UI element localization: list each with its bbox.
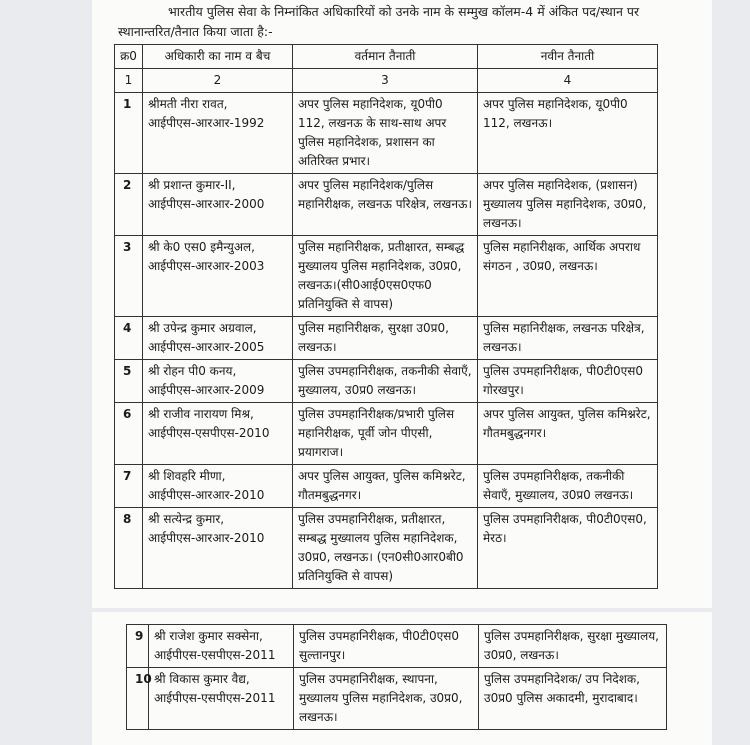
column-number: 1 (115, 69, 143, 93)
column-number: 2 (143, 69, 293, 93)
table-row (115, 465, 658, 508)
officer-name: श्री सत्येन्द्र कुमार, (148, 512, 225, 526)
table-row (127, 625, 667, 668)
column-number: 4 (478, 69, 658, 93)
new-posting: पुलिस उपमहानिरीक्षक, सुरक्षा मुख्यालय, उ0प्र0, लखनऊ। (479, 625, 667, 668)
officer-batch: आईपीएस-आरआर-2000 (148, 197, 265, 211)
officer-name: श्री के0 एस0 इमैन्युअल, (148, 240, 255, 254)
officer-cell (143, 174, 293, 236)
header-current-posting: वर्तमान तैनाती (293, 45, 478, 69)
officer-cell (143, 403, 293, 465)
table-row (115, 360, 658, 403)
current-posting: पुलिस उपमहानिरीक्षक, तकनीकी सेवाएँ, मुख्यालय, उ0प्र0 लखनऊ। (293, 360, 478, 403)
current-posting: पुलिस उपमहानिरीक्षक, स्थापना, मुख्यालय पुलिस महानिदेशक, उ0प्र0, लखनऊ। (294, 668, 479, 730)
serial-number: 5 (115, 360, 143, 403)
new-posting: पुलिस उपमहानिरीक्षक, तकनीकी सेवाएँ, मुख्यालय, उ0प्र0 लखनऊ। (478, 465, 658, 508)
new-posting: अपर पुलिस महानिदेशक, (प्रशासन) मुख्यालय पुलिस महानिदेशक, उ0प्र0, लखनऊ। (478, 174, 658, 236)
new-posting: अपर पुलिस आयुक्त, पुलिस कमिश्नरेट, गौतमबुद्धनगर। (478, 403, 658, 465)
serial-number: 10 (127, 668, 149, 730)
intro-line-2: स्थानान्तरित/तैनात किया जाता है:- (118, 24, 273, 39)
officer-batch: आईपीएस-एसपीएस-2011 (154, 691, 276, 705)
new-posting: पुलिस उपमहानिरीक्षक, पी0टी0एस0, मेरठ। (478, 508, 658, 589)
new-posting: पुलिस उपमहानिदेशक/ उप निदेशक, उ0प्र0 पुलिस अकादमी, मुरादाबाद। (479, 668, 667, 730)
serial-number: 9 (127, 625, 149, 668)
table-row (115, 236, 658, 317)
officer-name: श्री शिवहरि मीणा, (148, 469, 226, 483)
current-posting: अपर पुलिस आयुक्त, पुलिस कमिश्नरेट, गौतमबुद्धनगर। (293, 465, 478, 508)
new-posting: अपर पुलिस महानिदेशक, यू0पी0 112, लखनऊ। (478, 93, 658, 174)
serial-number: 6 (115, 403, 143, 465)
officer-batch: आईपीएस-आरआर-1992 (148, 116, 265, 130)
table-row (115, 508, 658, 589)
intro-paragraph (118, 2, 678, 42)
officer-batch: आईपीएस-आरआर-2003 (148, 259, 265, 273)
current-posting: पुलिस महानिरीक्षक, सुरक्षा उ0प्र0, लखनऊ। (293, 317, 478, 360)
serial-number: 2 (115, 174, 143, 236)
table-row (127, 668, 667, 730)
serial-number: 3 (115, 236, 143, 317)
officer-batch: आईपीएस-आरआर-2010 (148, 531, 265, 545)
current-posting: अपर पुलिस महानिदेशक/पुलिस महानिरीक्षक, लखनऊ परिक्षेत्र, लखनऊ। (293, 174, 478, 236)
current-posting: पुलिस उपमहानिरीक्षक, पी0टी0एस0 सुल्तानपुर। (294, 625, 479, 668)
column-number-row (115, 69, 658, 93)
intro-line-1: भारतीय पुलिस सेवा के निम्नांकित अधिकारियों को उनके नाम के सम्मुख कॉलम-4 में अंकित पद/स्थान पर (168, 4, 640, 19)
officer-cell (143, 508, 293, 589)
officer-name: श्री राजीव नारायण मिश्र, (148, 407, 254, 421)
new-posting: पुलिस उपमहानिरीक्षक, पी0टी0एस0 गोरखपुर। (478, 360, 658, 403)
officer-cell (149, 625, 294, 668)
officer-name: श्री विकास कुमार वैद्य, (154, 672, 250, 686)
header-new-posting: नवीन तैनाती (478, 45, 658, 69)
officer-name: श्रीमती नीरा रावत, (148, 97, 228, 111)
current-posting: अपर पुलिस महानिदेशक, यू0पी0 112, लखनऊ के साथ-साथ अपर पुलिस महानिदेशक, प्रशासन का अतिरिक्त प्रभार। (293, 93, 478, 174)
officer-cell (143, 465, 293, 508)
officer-name: श्री उपेन्द्र कुमार अग्रवाल, (148, 321, 257, 335)
header-serial: क्र0 (115, 45, 143, 69)
column-number: 3 (293, 69, 478, 93)
officer-batch: आईपीएस-आरआर-2010 (148, 488, 265, 502)
header-row (115, 45, 658, 69)
new-posting: पुलिस महानिरीक्षक, लखनऊ परिक्षेत्र, लखनऊ। (478, 317, 658, 360)
officer-batch: आईपीएस-आरआर-2009 (148, 383, 265, 397)
table-row (115, 317, 658, 360)
officer-batch: आईपीएस-एसपीएस-2010 (148, 426, 270, 440)
transfer-table (114, 44, 658, 589)
table-row (115, 403, 658, 465)
officer-name: श्री राजेश कुमार सक्सेना, (154, 629, 263, 643)
officer-name: श्री प्रशान्त कुमार-II, (148, 178, 236, 192)
officer-cell (143, 360, 293, 403)
current-posting: पुलिस महानिरीक्षक, प्रतीक्षारत, सम्बद्ध मुख्यालय पुलिस महानिदेशक, उ0प्र0, लखनऊ।(सी0आई0एस0एफ0 प्रतिनियुक्ति से वापस) (293, 236, 478, 317)
officer-name: श्री रोहन पी0 कनय, (148, 364, 237, 378)
officer-cell (143, 93, 293, 174)
transfer-table-continuation (126, 624, 667, 730)
current-posting: पुलिस उपमहानिरीक्षक/प्रभारी पुलिस महानिरीक्षक, पूर्वी जोन पीएसी, प्रयागराज। (293, 403, 478, 465)
serial-number: 7 (115, 465, 143, 508)
officer-cell (143, 236, 293, 317)
officer-batch: आईपीएस-आरआर-2005 (148, 340, 265, 354)
officer-cell (149, 668, 294, 730)
serial-number: 4 (115, 317, 143, 360)
serial-number: 8 (115, 508, 143, 589)
new-posting: पुलिस महानिरीक्षक, आर्थिक अपराध संगठन , उ0प्र0, लखनऊ। (478, 236, 658, 317)
officer-cell (143, 317, 293, 360)
officer-batch: आईपीएस-एसपीएस-2011 (154, 648, 276, 662)
current-posting: पुलिस उपमहानिरीक्षक, प्रतीक्षारत, सम्बद्ध मुख्यालय पुलिस महानिदेशक, उ0प्र0, लखनऊ। (एन0सी0आर0बी0 प्रतिनियुक्ति से वापस) (293, 508, 478, 589)
table-row (115, 93, 658, 174)
header-officer-name: अधिकारी का नाम व बैच (143, 45, 293, 69)
serial-number: 1 (115, 93, 143, 174)
table-row (115, 174, 658, 236)
